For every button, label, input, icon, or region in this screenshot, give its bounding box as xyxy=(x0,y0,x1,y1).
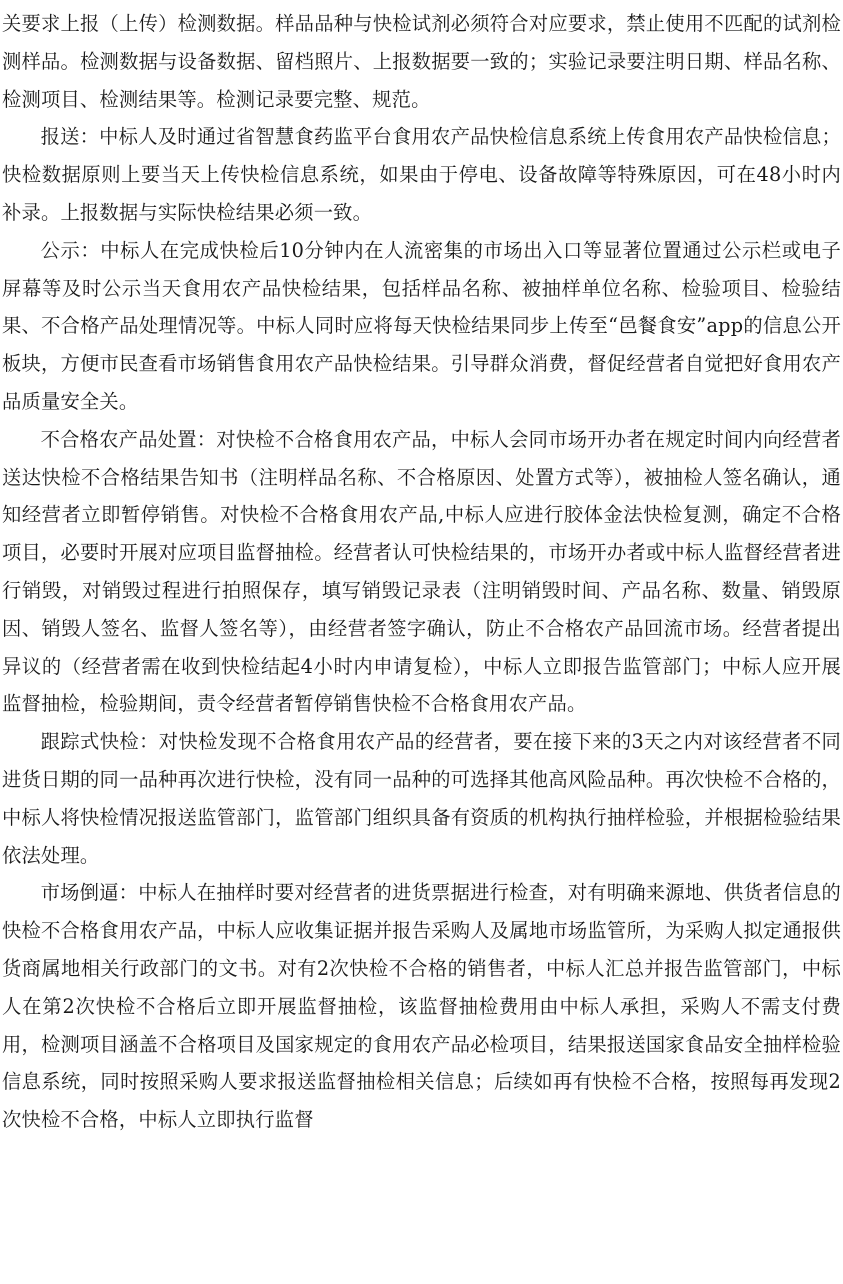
paragraph-public-notice: 公示：中标人在完成快检后10分钟内在人流密集的市场出入口等显著位置通过公示栏或电子屏幕等及时公示当天食用农产品快检结果，包括样品名称、被抽样单位名称、检验项目、检验结果、不合格产品处理情况等。中标人同时应将每天快检结果同步上传至“邑餐食安”app的信息公开板块，方便市民查看市场销售食用农产品快检结果。引导群众消费，督促经营者自觉把好食用农产品质量安全关。 xyxy=(2,238,841,413)
paragraph-market-pressure: 市场倒逼：中标人在抽样时要对经营者的进货票据进行检查，对有明确来源地、供货者信息的快检不合格食用农产品，中标人应收集证据并报告采购人及属地市场监管所，为采购人拟定通报供货商属地相关行政部门的文书。对有2次快检不合格的销售者，中标人汇总并报告监管部门，中标人在第2次快检不合格后立即开展监督抽检，该监督抽检费用由中标人承担，采购人不需支付费用，检测项目涵盖不合格项目及国家规定的食用农产品必检项目，结果报送国家食品安全抽样检验信息系统，同时按照采购人要求报送监督抽检相关信息；后续如再有快检不合格，按照每再发现2次快检不合格，中标人立即执行监督 xyxy=(2,881,841,1132)
paragraph-follow-up-testing: 跟踪式快检：对快检发现不合格食用农产品的经营者，要在接下来的3天之内对该经营者不同进货日期的同一品种再次进行快检，没有同一品种的可选择其他高风险品种。再次快检不合格的，中标人将快检情况报送监管部门，监管部门组织具备有资质的机构执行抽样检验，并根据检验结果依法处理。 xyxy=(2,730,841,867)
paragraph-submission: 报送：中标人及时通过省智慧食药监平台食用农产品快检信息系统上传食用农产品快检信息；快检数据原则上要当天上传快检信息系统，如果由于停电、设备故障等特殊原因，可在48小时内补录。上报数据与实际快检结果必须一致。 xyxy=(2,125,841,224)
paragraph-nonconforming-disposal: 不合格农产品处置：对快检不合格食用农产品，中标人会同市场开办者在规定时间内向经营者送达快检不合格结果告知书（注明样品名称、不合格原因、处置方式等），被抽检人签名确认，通知经营者立即暂停销售。对快检不合格食用农产品,中标人应进行胶体金法快检复测，确定不合格项目，必要时开展对应项目监督抽检。经营者认可快检结果的，市场开办者或中标人监督经营者进行销毁，对销毁过程进行拍照保存，填写销毁记录表（注明销毁时间、产品名称、数量、销毁原因、销毁人签名、监督人签名等），由经营者签字确认，防止不合格农产品回流市场。经营者提出异议的（经营者需在收到快检结起4小时内申请复检），中标人立即报告监管部门；中标人应开展监督抽检，检验期间，责令经营者暂停销售快检不合格食用农产品。 xyxy=(2,427,841,716)
paragraph-reporting-requirements: 关要求上报（上传）检测数据。样品品种与快检试剂必须符合对应要求，禁止使用不匹配的试剂检测样品。检测数据与设备数据、留档照片、上报数据要一致的；实验记录要注明日期、样品名称、检测项目、检测结果等。检测记录要完整、规范。 xyxy=(2,12,841,111)
